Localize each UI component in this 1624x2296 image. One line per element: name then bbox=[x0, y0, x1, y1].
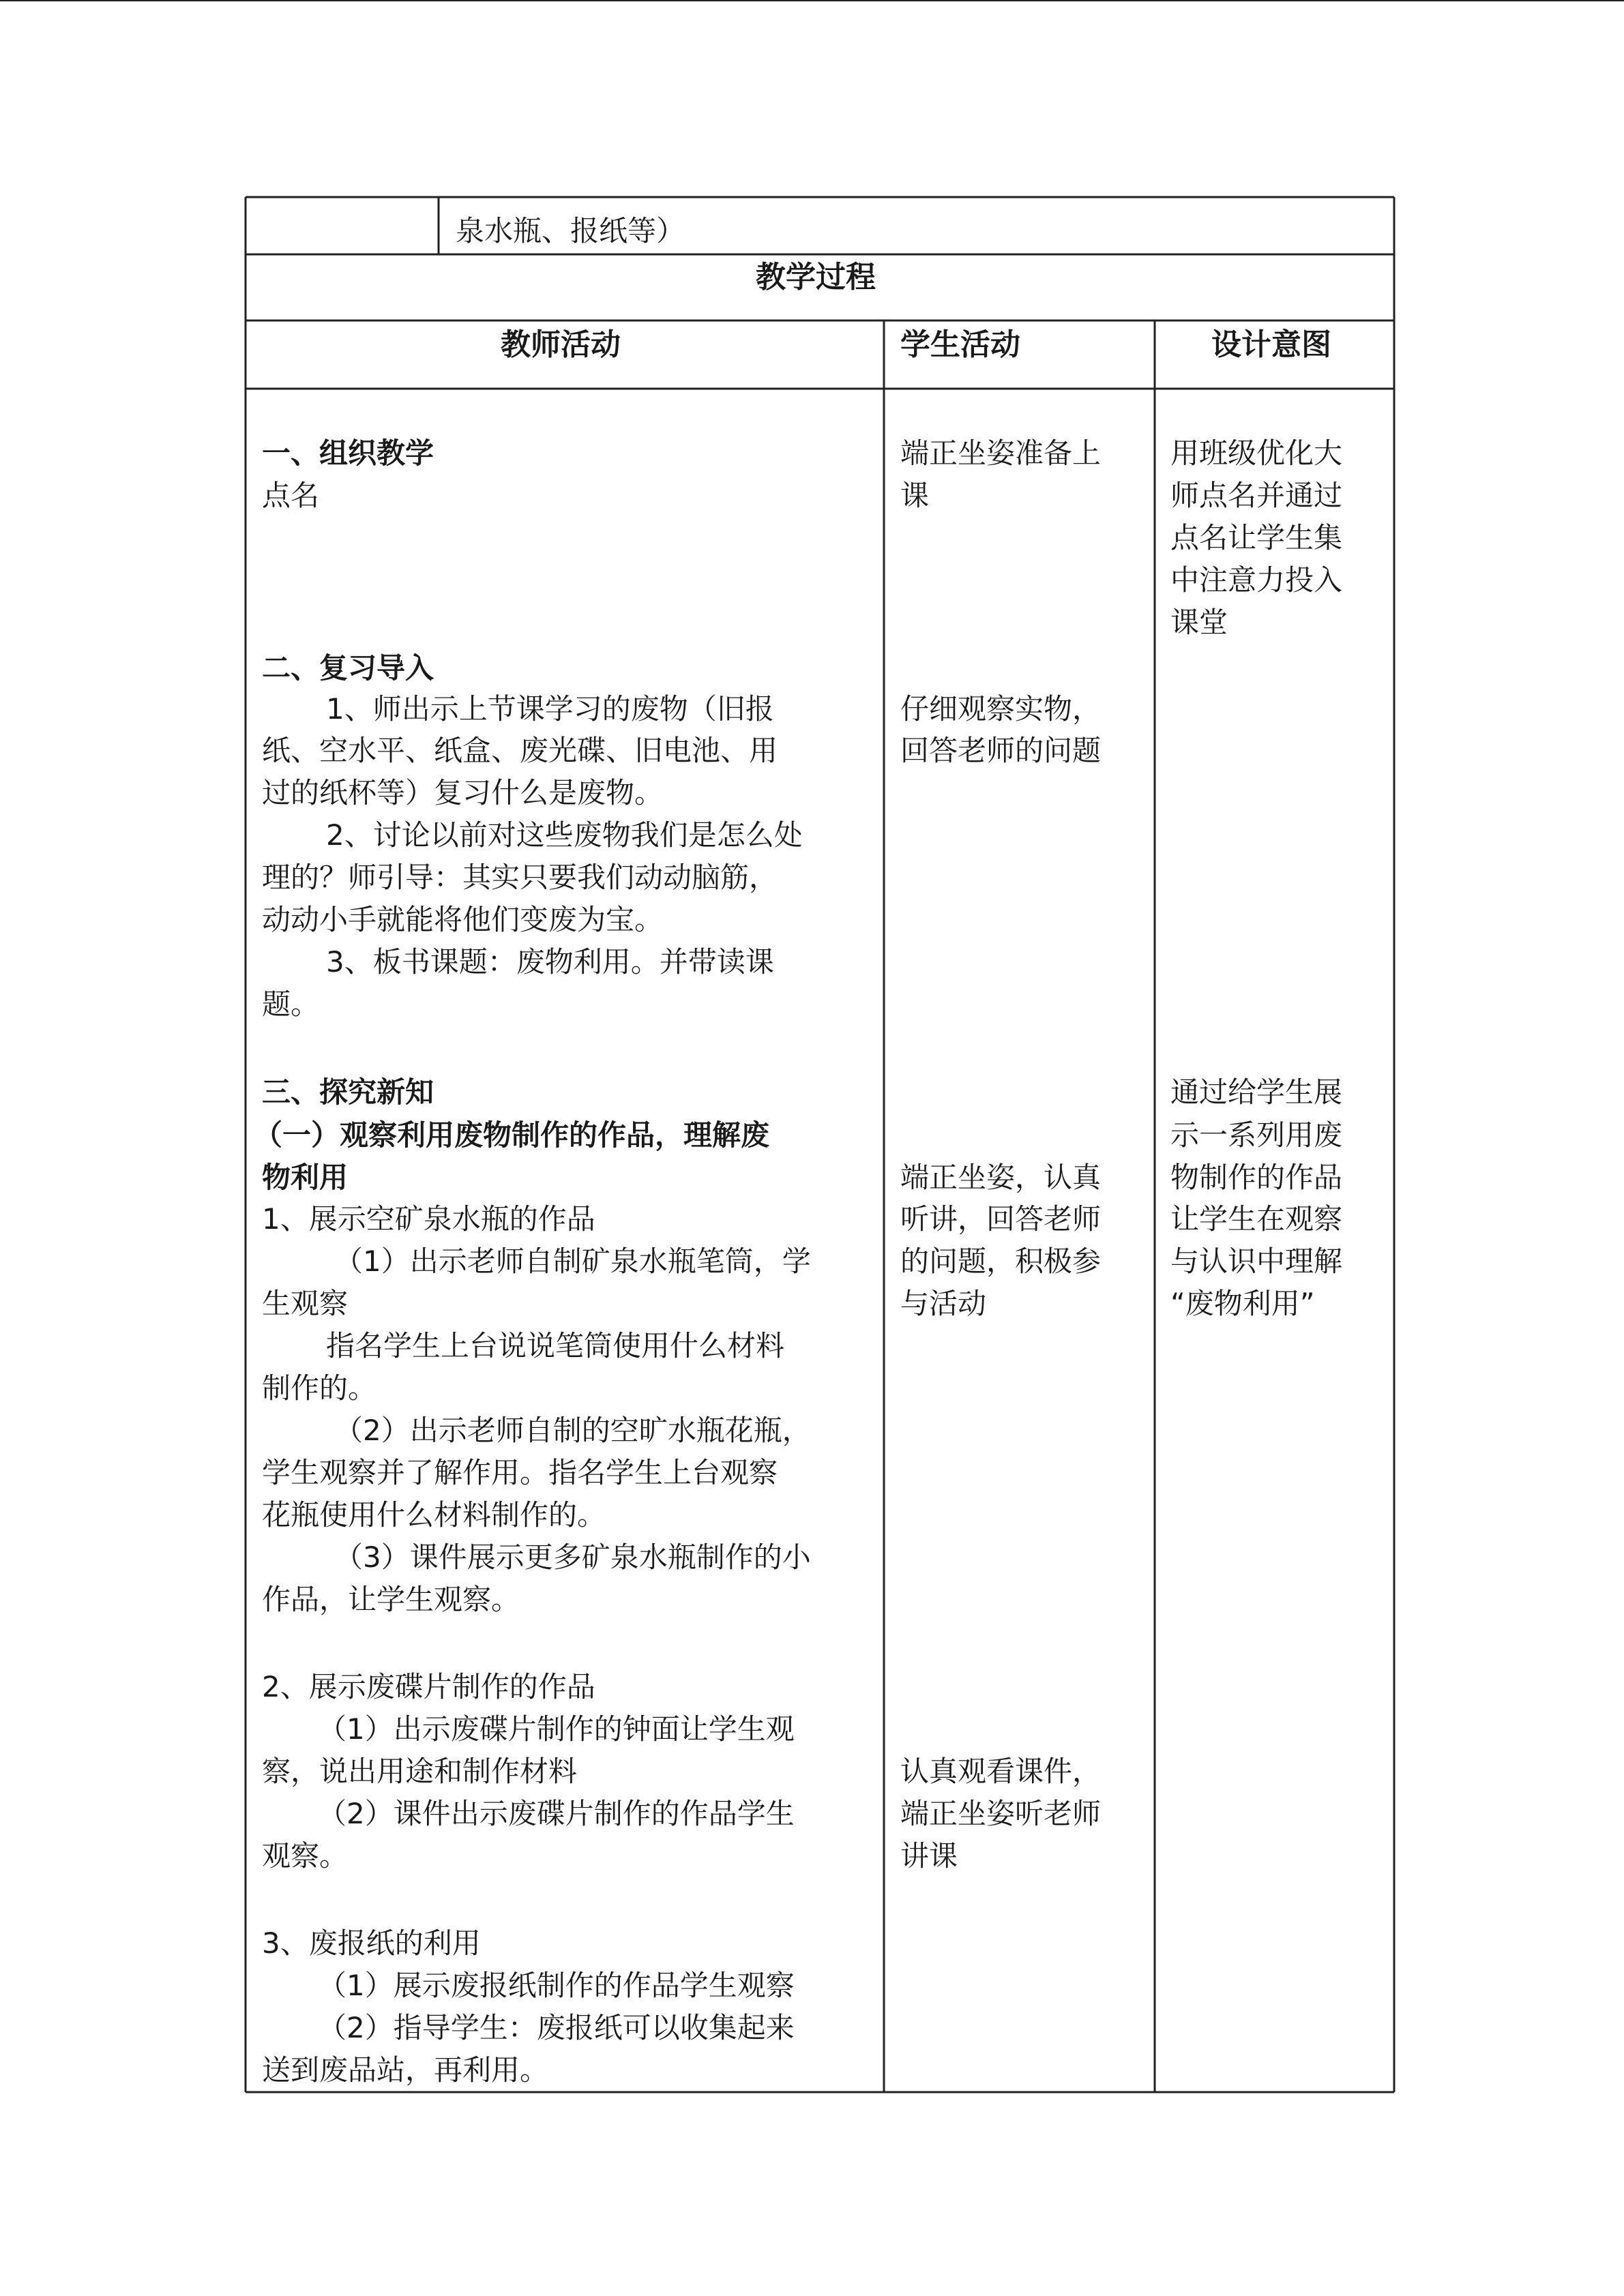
teacher-line: 纸、空水平、纸盒、废光碟、旧电池、用 bbox=[262, 734, 778, 767]
header-design-intent: 设计意图 bbox=[1211, 327, 1331, 362]
design-line: 课堂 bbox=[1170, 606, 1228, 639]
design-line: 点名让学生集 bbox=[1170, 521, 1343, 554]
header-teacher-activity: 教师活动 bbox=[501, 327, 621, 362]
teacher-line: （1）展示废报纸制作的作品学生观察 bbox=[318, 1969, 795, 2002]
teacher-section-1-title: 一、组织教学 bbox=[262, 436, 434, 470]
teacher-line: 制作的。 bbox=[262, 1371, 377, 1405]
teacher-line: 点名 bbox=[262, 479, 320, 512]
design-line: 师点名并通过 bbox=[1170, 479, 1343, 512]
student-line: 听讲，回答老师 bbox=[900, 1202, 1102, 1236]
teacher-line: 学生观察并了解作用。指名学生上台观察 bbox=[262, 1456, 778, 1489]
teacher-line: 生观察 bbox=[262, 1287, 349, 1320]
teacher-line: 作品，让学生观察。 bbox=[262, 1583, 520, 1616]
teacher-line: 题。 bbox=[262, 987, 320, 1021]
teacher-line: 理的？师引导：其实只要我们动动脑筋， bbox=[262, 861, 778, 894]
teacher-line: 动动小手就能将他们变废为宝。 bbox=[262, 903, 664, 936]
teacher-line: 3、板书课题：废物利用。并带读课 bbox=[326, 945, 774, 979]
teacher-line: 指名学生上台说说笔筒使用什么材料 bbox=[326, 1329, 785, 1362]
student-line: 仔细观察实物， bbox=[900, 692, 1102, 726]
teacher-line: 送到废品站，再利用。 bbox=[262, 2053, 549, 2087]
design-line: 让学生在观察 bbox=[1170, 1202, 1343, 1236]
teacher-line: （2）指导学生：废报纸可以收集起来 bbox=[318, 2011, 795, 2044]
teacher-line: 花瓶使用什么材料制作的。 bbox=[262, 1498, 606, 1532]
student-line: 与活动 bbox=[900, 1287, 987, 1320]
teacher-line: 3、废报纸的利用 bbox=[262, 1926, 481, 1960]
teacher-line: （3）课件展示更多矿泉水瓶制作的小 bbox=[334, 1540, 811, 1574]
section-title: 教学过程 bbox=[756, 260, 876, 295]
teacher-line: 1、展示空矿泉水瓶的作品 bbox=[262, 1202, 595, 1236]
student-line: 的问题，积极参 bbox=[900, 1244, 1102, 1278]
teacher-line: （1）出示老师自制矿泉水瓶笔筒，学 bbox=[334, 1244, 811, 1278]
teacher-line: 1、师出示上节课学习的废物（旧报 bbox=[326, 692, 774, 726]
teacher-line: 2、讨论以前对这些废物我们是怎么处 bbox=[326, 818, 803, 852]
student-line: 讲课 bbox=[900, 1839, 958, 1873]
teacher-subsection-title: 物利用 bbox=[262, 1161, 349, 1194]
design-line: 物制作的作品 bbox=[1170, 1161, 1343, 1194]
top-row-text: 泉水瓶、报纸等） bbox=[456, 214, 685, 248]
student-line: 课 bbox=[900, 479, 930, 512]
design-line: 示一系列用废 bbox=[1170, 1118, 1343, 1152]
teacher-line: （2）出示老师自制的空旷水瓶花瓶， bbox=[334, 1414, 811, 1447]
teacher-line: 察，说出用途和制作材料 bbox=[262, 1755, 578, 1788]
student-line: 端正坐姿准备上 bbox=[900, 436, 1102, 470]
student-line: 认真观看课件， bbox=[900, 1755, 1102, 1788]
teacher-line: （1）出示废碟片制作的钟面让学生观 bbox=[318, 1712, 795, 1746]
teacher-line: 过的纸杯等）复习什么是废物。 bbox=[262, 776, 664, 809]
teacher-line: 观察。 bbox=[262, 1839, 349, 1873]
teacher-section-3-title: 三、探究新知 bbox=[262, 1075, 434, 1109]
teacher-section-2-title: 二、复习导入 bbox=[262, 651, 434, 685]
design-line: 通过给学生展 bbox=[1170, 1075, 1343, 1109]
teacher-line: （2）课件出示废碟片制作的作品学生 bbox=[318, 1797, 795, 1830]
student-line: 端正坐姿听老师 bbox=[900, 1797, 1102, 1830]
header-student-activity: 学生活动 bbox=[900, 327, 1020, 362]
student-line: 端正坐姿，认真 bbox=[900, 1161, 1102, 1194]
teacher-line: 2、展示废碟片制作的作品 bbox=[262, 1670, 595, 1703]
design-line: 用班级优化大 bbox=[1170, 436, 1343, 470]
design-line: “废物利用” bbox=[1170, 1287, 1315, 1320]
teacher-subsection-title: （一）观察利用废物制作的作品，理解废 bbox=[254, 1118, 770, 1152]
design-line: 与认识中理解 bbox=[1170, 1244, 1343, 1278]
student-line: 回答老师的问题 bbox=[900, 734, 1102, 767]
design-line: 中注意力投入 bbox=[1170, 563, 1343, 597]
